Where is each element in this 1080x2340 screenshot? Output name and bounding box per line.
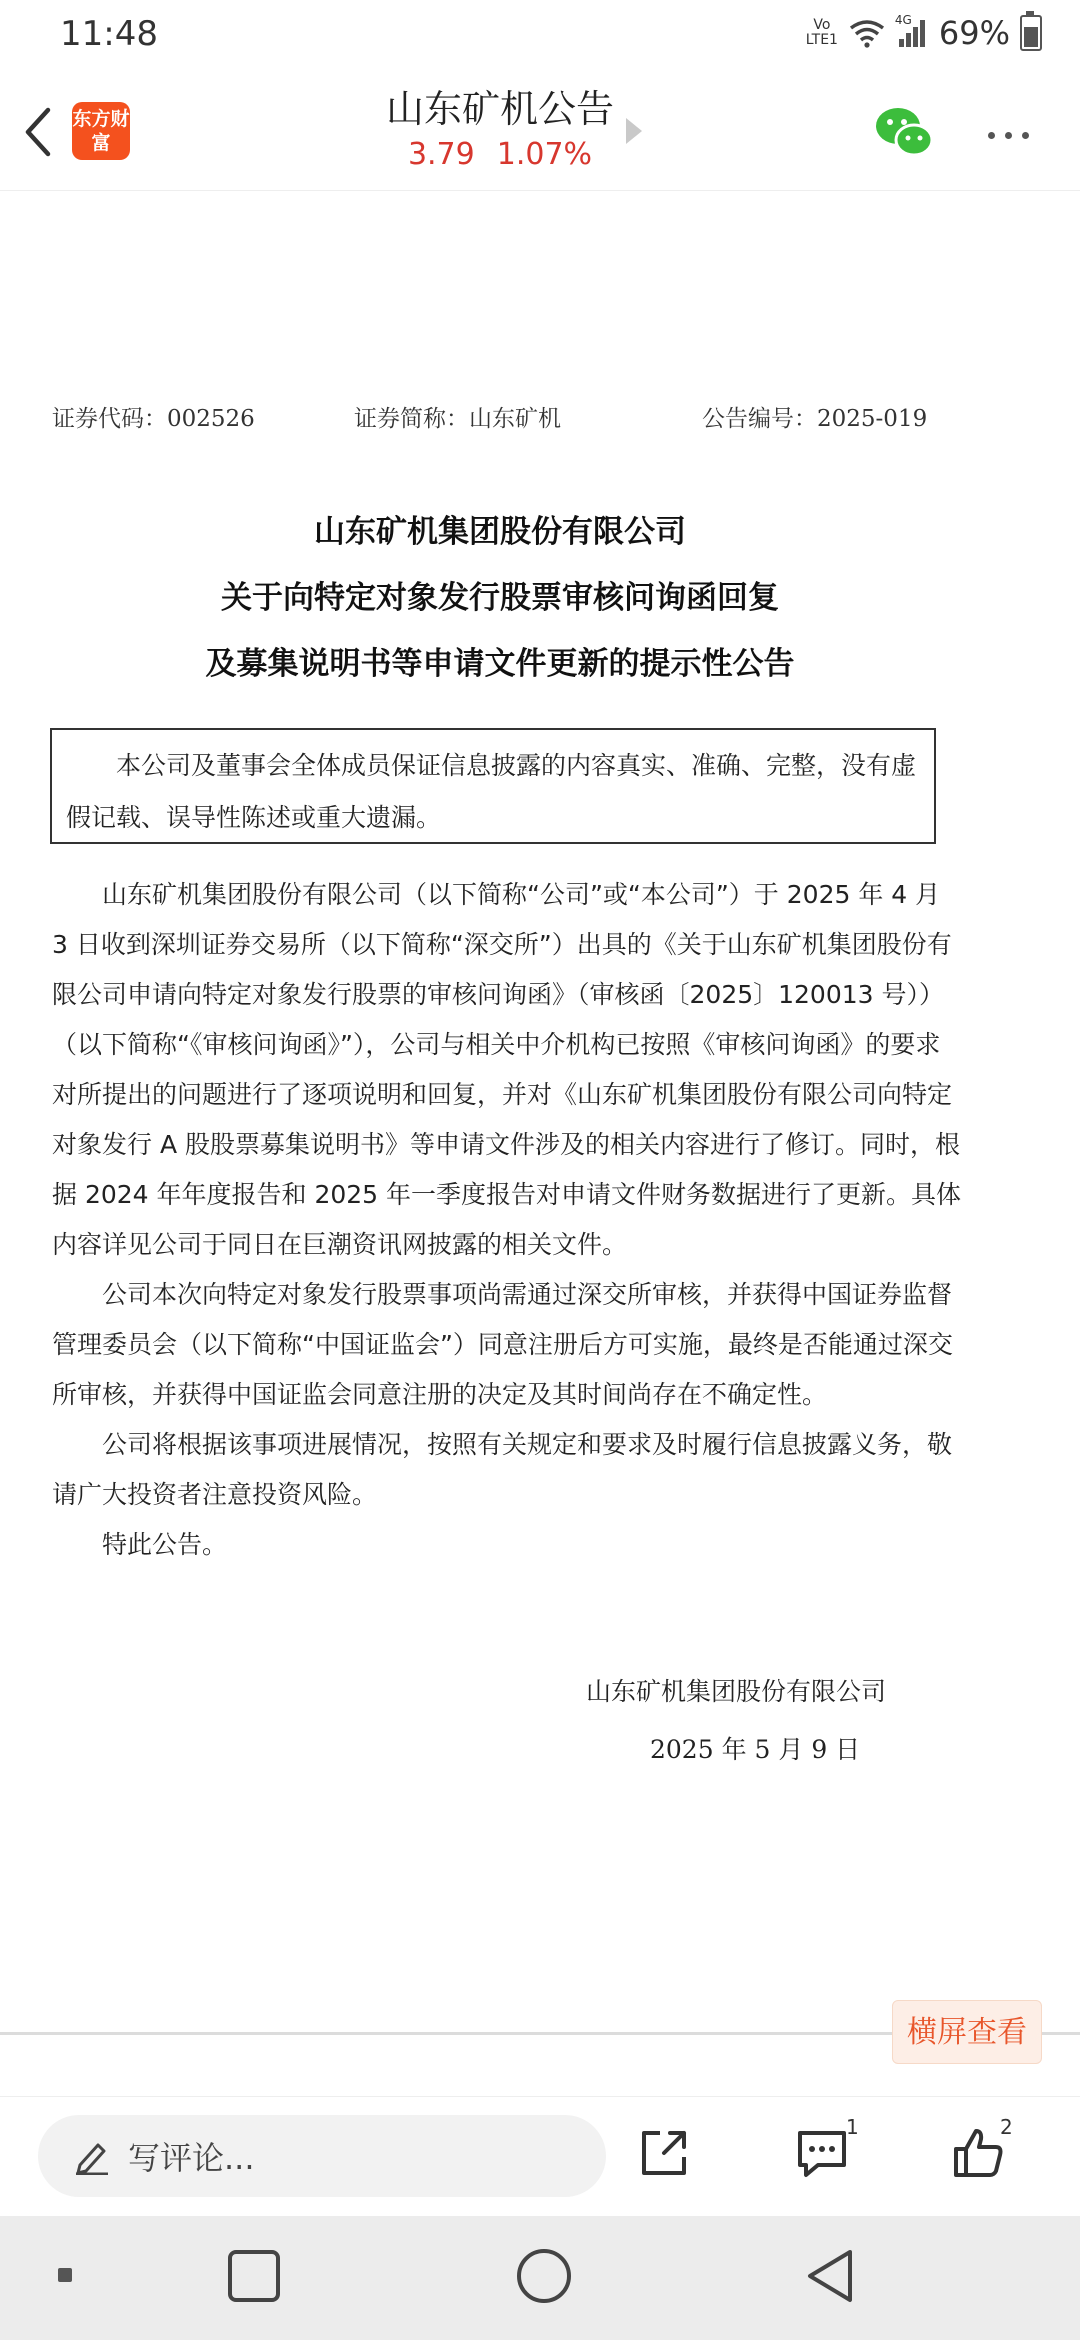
landscape-view-button[interactable]: 横屏查看 bbox=[892, 2000, 1042, 2064]
stock-change: 1.07% bbox=[496, 137, 593, 172]
paragraph-3: 公司将根据该事项进展情况，按照有关规定和要求及时履行信息披露义务，敬请广大投资者注意投资风险。 bbox=[52, 1430, 953, 1509]
signature-company: 山东矿机集团股份有限公司 bbox=[586, 1677, 887, 1706]
like-icon[interactable] bbox=[948, 2123, 1008, 2183]
share-icon[interactable] bbox=[634, 2123, 694, 2183]
recent-apps-button[interactable] bbox=[226, 2248, 282, 2304]
paragraph-4: 特此公告。 bbox=[102, 1530, 228, 1559]
volte-indicator: Vo LTE1 bbox=[805, 17, 838, 48]
back-nav-button[interactable] bbox=[804, 2246, 856, 2306]
body-text bbox=[52, 870, 962, 1570]
status-indicators bbox=[805, 14, 1042, 52]
back-button[interactable] bbox=[18, 102, 58, 162]
wifi-icon bbox=[849, 18, 885, 48]
paragraph-1: 山东矿机集团股份有限公司（以下简称“公司”或“本公司”）于 2025 年 4 月 3 日收到深圳证券交易所（以下简称“深交所”）出具的《关于山东矿机集团股份有限公司申请向特定对象发行股票的审核问询函》（审核函〔2025〕120013 号））（以下简称“《审核问询函》”），公司与相关中介机构已按照《审核问询函》的要求对所提出的问题进行了逐项说明和回复，并对《山东矿机集团股份有限公司向特定对象发行 A 股股票募集说明书》等申请文件涉及的相关内容进行了修订。同时，根据 2024 年年度报告和 2025 年一季度报告对申请文件财务数据进行了更新。具体内容详见公司于同日在巨潮资讯网披露的相关文件。 bbox=[52, 880, 962, 1259]
app-header bbox=[0, 72, 1080, 191]
security-short-name: 证券简称：山东矿机 bbox=[354, 406, 561, 432]
more-options-button[interactable] bbox=[988, 124, 1040, 140]
cell-signal bbox=[894, 13, 929, 49]
page-title: 山东矿机公告 bbox=[385, 87, 614, 131]
cell-label: 4G bbox=[894, 13, 912, 27]
nav-dot-icon[interactable] bbox=[58, 2268, 72, 2282]
app-logo[interactable]: 东方财富 bbox=[72, 102, 130, 160]
doc-title-line-3: 及募集说明书等申请文件更新的提示性公告 bbox=[205, 646, 795, 682]
paragraph-2: 公司本次向特定对象发行股票事项尚需通过深交所审核，并获得中国证券监督管理委员会（以下简称“中国证监会”）同意注册后方可实施，最终是否能通过深交所审核，并获得中国证监会同意注册的决定及其时间尚存在不确定性。 bbox=[52, 1280, 953, 1409]
comment-placeholder: 写评论... bbox=[128, 2139, 255, 2177]
title-arrow-icon[interactable] bbox=[626, 118, 642, 144]
comment-count-badge: 1 bbox=[846, 2115, 859, 2139]
like-count-badge: 2 bbox=[1000, 2115, 1013, 2139]
battery-percent: 69% bbox=[938, 14, 1010, 52]
announcement-number: 公告编号：2025-019 bbox=[702, 406, 928, 432]
doc-title-line-1: 山东矿机集团股份有限公司 bbox=[314, 514, 686, 550]
wechat-share-icon[interactable] bbox=[874, 104, 934, 160]
bottom-action-bar bbox=[0, 2096, 1080, 2217]
comment-input[interactable] bbox=[38, 2115, 606, 2197]
stock-price: 3.79 bbox=[407, 137, 475, 172]
signal-icon bbox=[895, 17, 929, 49]
system-navigation-bar bbox=[0, 2216, 1080, 2340]
signature-date: 2025 年 5 月 9 日 bbox=[650, 1735, 861, 1764]
status-bar bbox=[0, 0, 1080, 72]
battery-icon bbox=[1020, 15, 1042, 51]
doc-title-line-2: 关于向特定对象发行股票审核问询函回复 bbox=[221, 580, 779, 616]
disclaimer-text: 本公司及董事会全体成员保证信息披露的内容真实、准确、完整，没有虚假记载、误导性陈述或重大遗漏。 bbox=[66, 751, 917, 832]
security-code: 证券代码：002526 bbox=[52, 406, 255, 432]
status-time: 11:48 bbox=[60, 14, 158, 54]
disclaimer-box bbox=[50, 728, 936, 844]
comment-icon[interactable] bbox=[792, 2123, 852, 2183]
pencil-icon bbox=[74, 2137, 110, 2175]
home-button[interactable] bbox=[514, 2246, 574, 2306]
